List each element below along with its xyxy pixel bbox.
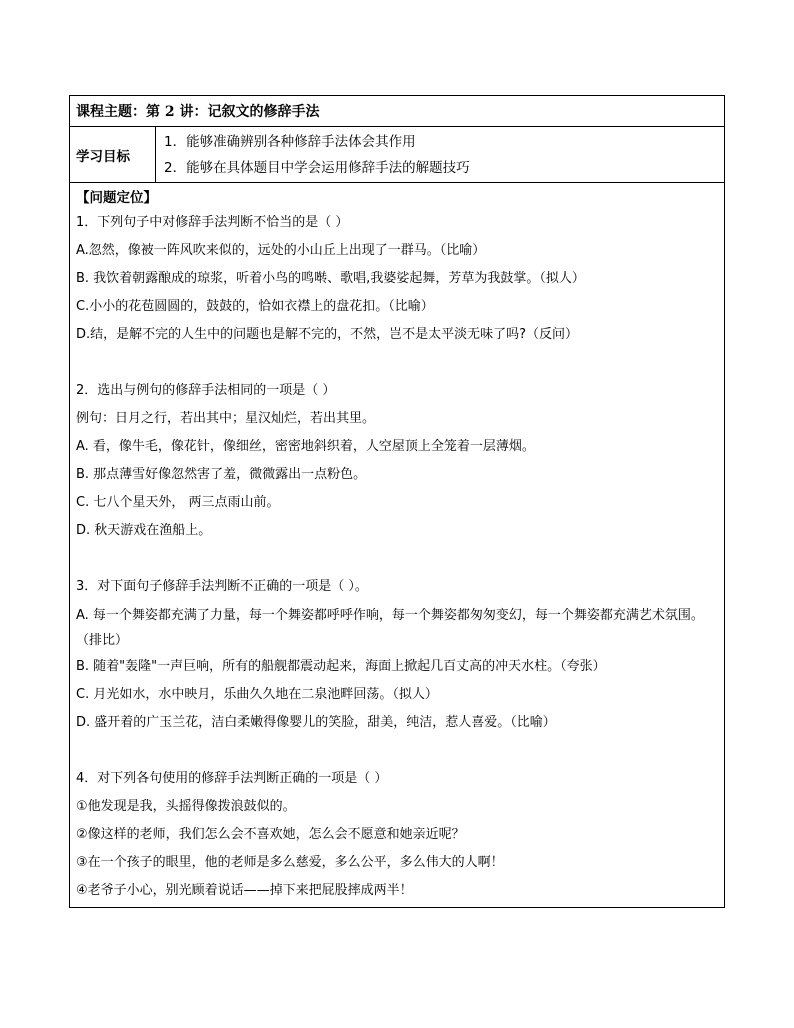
question-stem: 3．对下面句子修辞手法判断不正确的一项是（ ）。 [76,579,368,594]
spacer [76,545,718,573]
option-line: D.结，是解不完的人生中的问题也是解不完的，不然，岂不是太平淡无味了吗?（反问） [76,327,579,342]
lesson-table [69,95,725,908]
question-stem: 4．对下列各句使用的修辞手法判断正确的一项是（ ） [76,771,388,786]
question-4 [76,765,718,905]
question-stem: 1．下列句子中对修辞手法判断不恰当的是（ ） [76,215,349,230]
spacer [76,349,718,377]
question-1 [76,209,718,349]
learning-goals-row [70,127,724,183]
sentence-line: ④老爷子小心，别光顾着说话——掉下来把屁股摔成两半！ [76,883,413,898]
learning-goals-list [156,127,724,182]
sentence-line: ②像这样的老师，我们怎么会不喜欢她，怎么会不愿意和她亲近呢？ [76,827,465,842]
option-line: A. 每一个舞姿都充满了力量，每一个舞姿都呼呼作响，每一个舞姿都匆匆变幻，每一个舞姿都充满艺术氛围。（排比） [76,608,704,648]
option-line: A. 看，像牛毛，像花针，像细丝，密密地斜织着，人空屋顶上全笼着一层薄烟。 [76,439,535,454]
question-2 [76,377,718,545]
option-line: C. 月光如水，水中映月，乐曲久久地在二泉池畔回荡。（拟人） [76,687,438,702]
learning-goals-label: 学习目标 [70,127,156,182]
course-title: 课程主题：第 2 讲：记叙文的修辞手法 [70,96,724,127]
goal-item: 2．能够在具体题目中学会运用修辞手法的解题技巧 [164,160,470,176]
option-line: C.小小的花苞圆圆的，鼓鼓的，恰如衣襟上的盘花扣。（比喻） [76,299,434,314]
sentence-line: ①他发现是我，头摇得像拨浪鼓似的。 [76,799,296,814]
option-line: B. 我饮着朝露酿成的琼浆，听着小鸟的鸣啭、歌唱,我婆娑起舞，芳草为我鼓掌。（拟人） [76,271,585,286]
question-stem: 2．选出与例句的修辞手法相同的一项是（ ） [76,383,336,398]
option-line: D. 盛开着的广玉兰花，洁白柔嫩得像婴儿的笑脸，甜美，纯洁，惹人喜爱。（比喻） [76,715,556,730]
section-heading: 【问题定位】 [76,190,157,206]
option-line: B. 那点薄雪好像忽然害了羞，微微露出一点粉色。 [76,467,367,482]
goal-item: 1．能够准确辨别各种修辞手法体会其作用 [164,134,416,150]
sentence-line: ③在一个孩子的眼里，他的老师是多么慈爱，多么公平，多么伟大的人啊！ [76,855,504,870]
option-line: C. 七八个星天外， 两三点雨山前。 [76,495,280,510]
option-line: A.忽然，像被一阵风吹来似的，远处的小山丘上出现了一群马。（比喻） [76,243,486,258]
option-line: B. 随着"轰隆"一声巨响，所有的船舰都震动起来，海面上掀起几百丈高的冲天水柱。（夸张） [76,659,606,674]
option-line: D. 秋天游戏在渔船上。 [76,523,212,538]
spacer [76,737,718,765]
question-3 [76,573,718,737]
question-section [70,183,724,907]
example-line: 例句：日月之行，若出其中；星汉灿烂，若出其里。 [76,411,376,426]
